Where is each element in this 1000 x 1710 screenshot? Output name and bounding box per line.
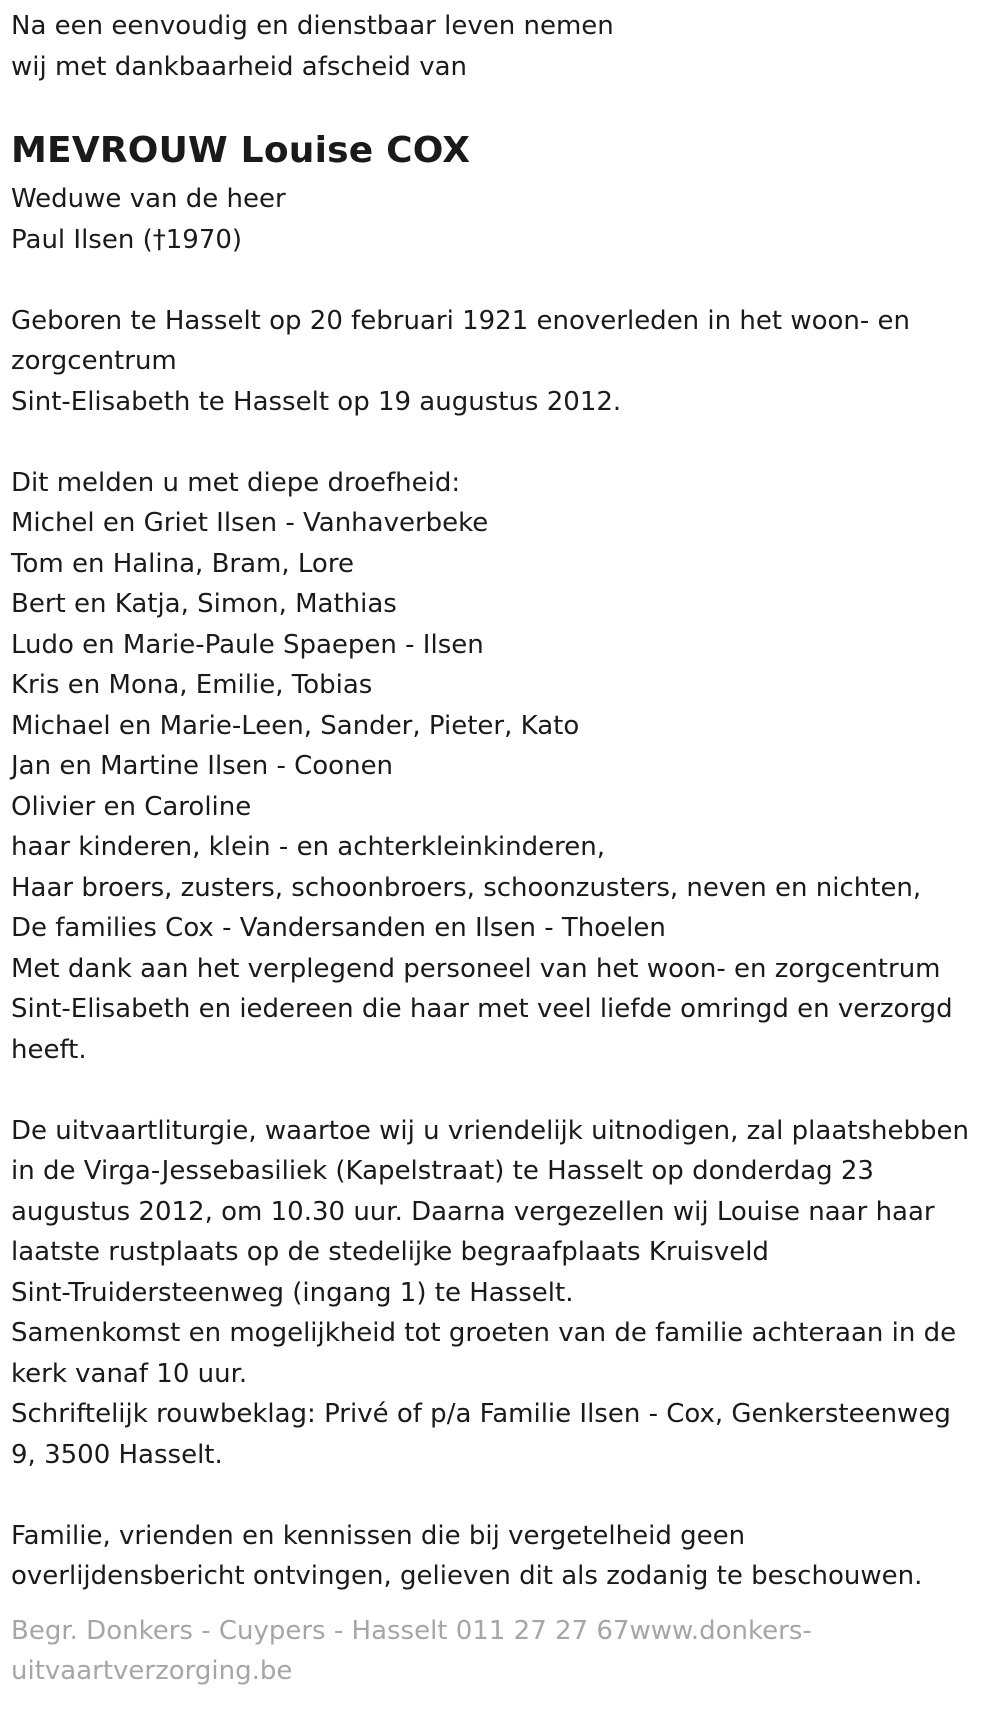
footer-line: uitvaartverzorging.be <box>11 1656 293 1686</box>
spouse-line: Weduwe van de heer <box>11 184 286 214</box>
closing-paragraph <box>11 1516 990 1597</box>
family-line: De families Cox - Vandersanden en Ilsen - Thoelen <box>11 913 666 943</box>
funeral-line: in de Virga-Jessebasiliek (Kapelstraat) te Hasselt op donderdag 23 <box>11 1156 874 1186</box>
family-line: Jan en Martine Ilsen - Coonen <box>11 751 394 781</box>
family-line: Bert en Katja, Simon, Mathias <box>11 589 397 619</box>
birth-death-line: zorgcentrum <box>11 346 177 376</box>
spacer <box>11 1475 990 1516</box>
family-line: Olivier en Caroline <box>11 791 252 822</box>
family-line: Tom en Halina, Bram, Lore <box>11 548 354 579</box>
intro-line: wij met dankbaarheid afscheid van <box>11 51 467 82</box>
family-line: Met dank aan het verplegend personeel van het woon- en zorgcentrum <box>11 953 941 984</box>
closing-line: overlijdensbericht ontvingen, gelieven dit als zodanig te beschouwen. <box>11 1561 923 1591</box>
family-line: heeft. <box>11 1034 87 1065</box>
funeral-line: kerk vanaf 10 uur. <box>11 1358 248 1389</box>
funeral-home-footer <box>11 1611 990 1692</box>
family-line: Haar broers, zusters, schoonbroers, schoonzusters, neven en nichten, <box>11 872 922 903</box>
spacer <box>11 422 990 463</box>
spouse-paragraph <box>11 179 990 260</box>
family-line: Dit melden u met diepe droefheid: <box>11 467 461 498</box>
intro-paragraph <box>11 6 990 87</box>
funeral-line: laatste rustplaats op de stedelijke begraafplaats Kruisveld <box>11 1237 769 1267</box>
deceased-name: MEVROUW Louise COX <box>11 130 471 171</box>
family-line: Kris en Mona, Emilie, Tobias <box>11 670 373 700</box>
family-line: Michael en Marie-Leen, Sander, Pieter, Kato <box>11 710 580 741</box>
spouse-line: Paul Ilsen (†1970) <box>11 224 243 255</box>
birth-death-line: Sint-Elisabeth te Hasselt op 19 augustus 2012. <box>11 386 622 417</box>
funeral-line: 9, 3500 Hasselt. <box>11 1439 223 1470</box>
birth-death-paragraph <box>11 301 990 423</box>
funeral-paragraph <box>11 1111 990 1476</box>
funeral-line: Samenkomst en mogelijkheid tot groeten van de familie achteraan in de <box>11 1318 957 1348</box>
family-line: Michel en Griet Ilsen - Vanhaverbeke <box>11 508 489 538</box>
family-line: haar kinderen, klein - en achterkleinkinderen, <box>11 832 605 862</box>
funeral-line: Schriftelijk rouwbeklag: Privé of p/a Familie Ilsen - Cox, Genkersteenweg <box>11 1399 951 1429</box>
family-paragraph <box>11 463 990 1071</box>
funeral-line: Sint-Truidersteenweg (ingang 1) te Hasselt. <box>11 1277 574 1308</box>
spacer <box>11 260 990 301</box>
funeral-line: augustus 2012, om 10.30 uur. Daarna vergezellen wij Louise naar haar <box>11 1196 935 1227</box>
family-line: Sint-Elisabeth en iedereen die haar met veel liefde omringd en verzorgd <box>11 994 953 1024</box>
family-line: Ludo en Marie-Paule Spaepen - Ilsen <box>11 629 484 660</box>
birth-death-line: Geboren te Hasselt op 20 februari 1921 enoverleden in het woon- en <box>11 305 911 336</box>
closing-line: Familie, vrienden en kennissen die bij vergetelheid geen <box>11 1520 746 1551</box>
funeral-line: De uitvaartliturgie, waartoe wij u vriendelijk uitnodigen, zal plaatshebben <box>11 1115 969 1146</box>
intro-line: Na een eenvoudig en dienstbaar leven nemen <box>11 11 614 41</box>
spacer <box>11 1070 990 1111</box>
footer-line: Begr. Donkers - Cuypers - Hasselt 011 27 27 67www.donkers- <box>11 1615 812 1646</box>
